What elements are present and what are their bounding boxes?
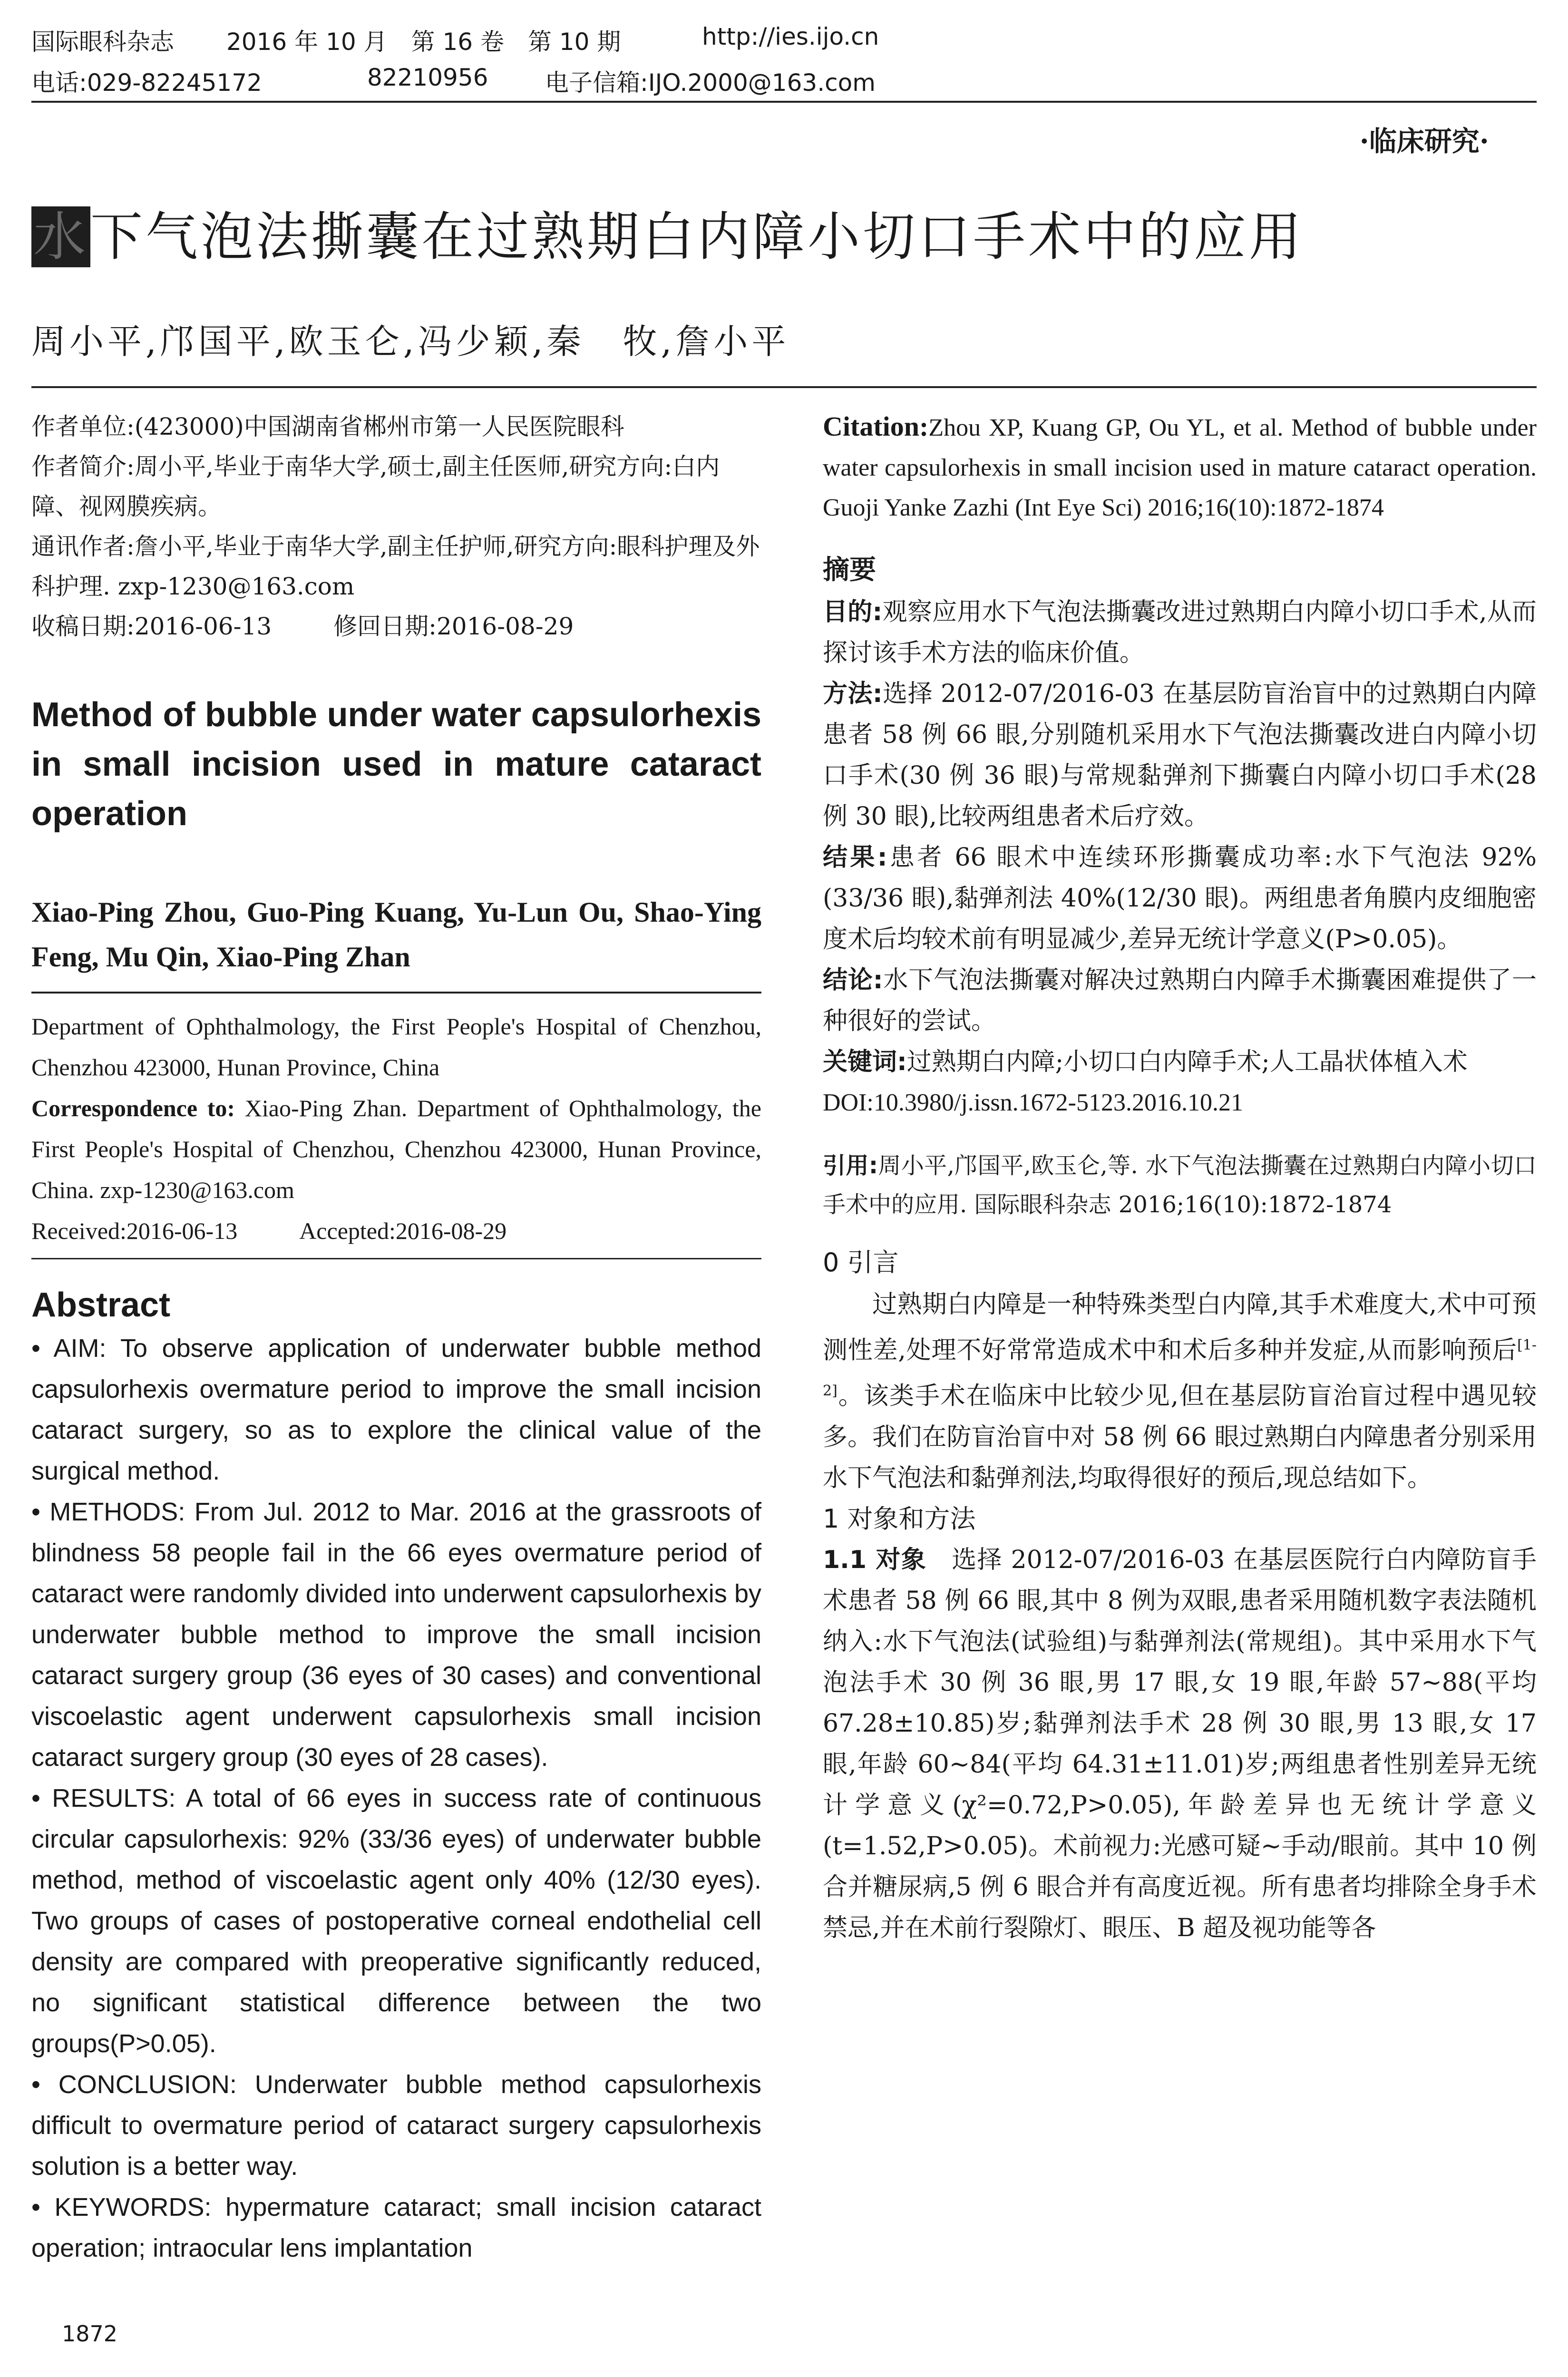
abstract-aim-cn: 目的:观察应用水下气泡法撕囊改进过熟期白内障小切口手术,从而探讨该手术方法的临床价值。	[823, 598, 1537, 667]
author-unit: 作者单位:(423000)中国湖南省郴州市第一人民医院眼科	[31, 413, 624, 440]
accepted-en: Accepted:2016-08-29	[299, 1218, 507, 1244]
issue-info: 2016 年 10 月 第 16 卷 第 10 期	[226, 28, 621, 56]
authors-rule	[31, 386, 1537, 388]
title-first-char: 水	[31, 206, 90, 267]
abstract-results-cn: 结果:患者 66 眼术中连续环形撕囊成功率:水下气泡法 92%(33/36 眼),黏弹剂法 40%(12/30 眼)。两组患者角膜内皮细胞密度术后均较术前有明显减少,差异无统计学意义(P>0.05)。	[823, 843, 1537, 954]
dates-en	[31, 1210, 761, 1251]
abstract-en	[31, 1328, 761, 2269]
author-correspondence: 通讯作者:詹小平,毕业于南华大学,副主任护师,研究方向:眼科护理及外科护理. zxp-1230@163.com	[31, 533, 760, 600]
abstract-methods-en: • METHODS: From Jul. 2012 to Mar. 2016 at the grassroots of blindness 58 people fail in the 66 eyes overmature period of cataract were randomly divided into underwent capsulorhexis by underwater bubble method to improve the small incision cataract surgery group (36 eyes of 30 cases) and conventional viscoelastic agent underwent capsulorhexis small incision cataract surgery group (30 eyes of 28 cases).	[31, 1498, 761, 1772]
journal-url[interactable]: http://ies.ijo.cn	[702, 23, 879, 50]
received-en: Received:2016-06-13	[31, 1218, 238, 1244]
doi: DOI:10.3980/j.issn.1672-5123.2016.10.21	[823, 1089, 1243, 1116]
abstract-aim-en: • AIM: To observe application of underwater bubble method capsulorhexis overmature period to improve the small incision cataract surgery, so as to explore the clinical value of the surgical method.	[31, 1334, 762, 1485]
author-meta	[31, 407, 761, 646]
abstract-cn	[823, 592, 1537, 1123]
page-number: 1872	[62, 2321, 118, 2347]
intro-text: 过熟期白内障是一种特殊类型白内障,其手术难度大,术中可预测性差,处理不好常常造成术中和术后多种并发症,从而影响预后[1-2]。该类手术在临床中比较少见,但在基层防盲治盲过程中遇见较多。我们在防盲治盲中对 58 例 66 眼过熟期白内障患者分别采用水下气泡法和黏弹剂法,均取得很好的预后,现总结如下。	[823, 1290, 1537, 1492]
abstract-keywords-en: • KEYWORDS: hypermature cataract; small incision cataract operation; intraocular lens implantation	[31, 2193, 761, 2262]
citation-en	[823, 407, 1537, 528]
left-column	[31, 407, 761, 2269]
abstract-keywords-cn: 关键词:过熟期白内障;小切口白内障手术;人工晶状体植入术	[823, 1048, 1468, 1076]
methods-text: 1.1 对象 选择 2012-07/2016-03 在基层医院行白内障防盲手术患者 58 例 66 眼,其中 8 例为双眼,患者采用随机数字表法随机纳入:水下气泡法(试验组)与黏弹剂法(常规组)。其中采用水下气泡法手术 30 例 36 眼,男 17 眼,女 19 眼,年龄 57~88(平均 67.28±10.85)岁;黏弹剂法手术 28 例 30 眼,男 13 眼,女 17 眼,年龄 60~84(平均 64.31±11.01)岁;两组患者性别差异无统计学意义(χ²=0.72,P>0.05),年龄差异也无统计学意义(t=1.52,P>0.05)。术前视力:光感可疑~手动/眼前。其中 10 例合并糖尿病,5 例 6 眼合并有高度近视。所有患者均排除全身手术禁忌,并在术前行裂隙灯、眼压、B 超及视功能等各	[823, 1545, 1537, 1942]
english-title: Method of bubble under water capsulorhexis in small incision used in mature cataract operation	[31, 696, 761, 833]
correspondence-en	[31, 1088, 761, 1210]
english-authors: Xiao-Ping Zhou, Guo-Ping Kuang, Yu-Lun Ou, Shao-Ying Feng, Mu Qin, Xiao-Ping Zhan	[31, 896, 761, 973]
abstract-heading-cn: 摘要	[823, 555, 876, 585]
title-rest: 下气泡法撕囊在过熟期白内障小切口手术中的应用	[90, 206, 1304, 267]
dept-rule	[31, 1258, 761, 1259]
citation-cn	[823, 1146, 1537, 1224]
abstract-heading-en: Abstract	[31, 1286, 171, 1324]
citation-cn-text: 周小平,邝国平,欧玉仑,等. 水下气泡法撕囊在过熟期白内障小切口手术中的应用. 国际眼科杂志 2016;16(10):1872-1874	[823, 1152, 1537, 1218]
phone: 电话:029-82245172	[31, 69, 262, 97]
authors-cn: 周小平,邝国平,欧玉仑,冯少颖,秦 牧,詹小平	[31, 321, 790, 361]
revised-date: 修回日期:2016-08-29	[333, 613, 574, 640]
page-title	[31, 204, 1304, 270]
correspondence-en-label: Correspondence to:	[31, 1095, 235, 1121]
received-date: 收稿日期:2016-06-13	[31, 613, 272, 640]
abstract-conclusion-cn: 结论:水下气泡法撕囊对解决过熟期白内障手术撕囊困难提供了一种很好的尝试。	[823, 966, 1537, 1035]
right-column	[823, 407, 1537, 1948]
section-label: ·临床研究·	[1359, 125, 1489, 157]
email[interactable]: 电子信箱:IJO.2000@163.com	[545, 69, 876, 97]
dates	[31, 606, 761, 646]
abstract-conclusion-en: • CONCLUSION: Underwater bubble method capsulorhexis difficult to overmature period of cataract surgery capsulorhexis solution is a better way.	[31, 2070, 761, 2181]
intro-heading: 0 引言	[823, 1247, 899, 1277]
correspondence-en-text: Xiao-Ping Zhan. Department of Ophthalmology, the First People's Hospital of Chenzhou, Chenzhou 423000, Hunan Province, China. zxp-1230@163.com	[31, 1095, 761, 1203]
author-bio: 作者简介:周小平,毕业于南华大学,硕士,副主任医师,研究方向:白内障、视网膜疾病。	[31, 453, 720, 520]
authors-en-rule	[31, 992, 761, 994]
department-en: Department of Ophthalmology, the First People's Hospital of Chenzhou, Chenzhou 423000, Hunan Province, China	[31, 1013, 761, 1081]
phone-2: 82210956	[367, 64, 488, 91]
reference-marker[interactable]: [1-2]	[823, 1337, 1537, 1400]
journal-header	[31, 23, 1537, 104]
journal-name: 国际眼科杂志	[31, 28, 174, 56]
methods-heading: 1 对象和方法	[823, 1503, 976, 1534]
citation-cn-label: 引用:	[823, 1152, 878, 1179]
header-rule	[31, 101, 1537, 103]
abstract-results-en: • RESULTS: A total of 66 eyes in success rate of continuous circular capsulorhexis: 92% (33/36 eyes) of underwater bubble method, method of viscoelastic agent only 40% (12/30 eyes). Two groups of cases of postoperative corneal endothelial cell density are compared with preoperative significantly reduced, no significant statistical difference between the two groups(P>0.05).	[31, 1784, 762, 2058]
citation-en-text: Zhou XP, Kuang GP, Ou YL, et al. Method of bubble under water capsulorhexis in small incision used in mature cataract operation. Guoji Yanke Zazhi (Int Eye Sci) 2016;16(10):1872-1874	[823, 414, 1537, 521]
abstract-methods-cn: 方法:选择 2012-07/2016-03 在基层防盲治盲中的过熟期白内障患者 58 例 66 眼,分别随机采用水下气泡法撕囊改进白内障小切口手术(30 例 36 眼)与常规黏弹剂下撕囊白内障小切口手术(28 例 30 眼),比较两组患者术后疗效。	[823, 680, 1537, 831]
citation-en-label: Citation:	[823, 411, 929, 442]
